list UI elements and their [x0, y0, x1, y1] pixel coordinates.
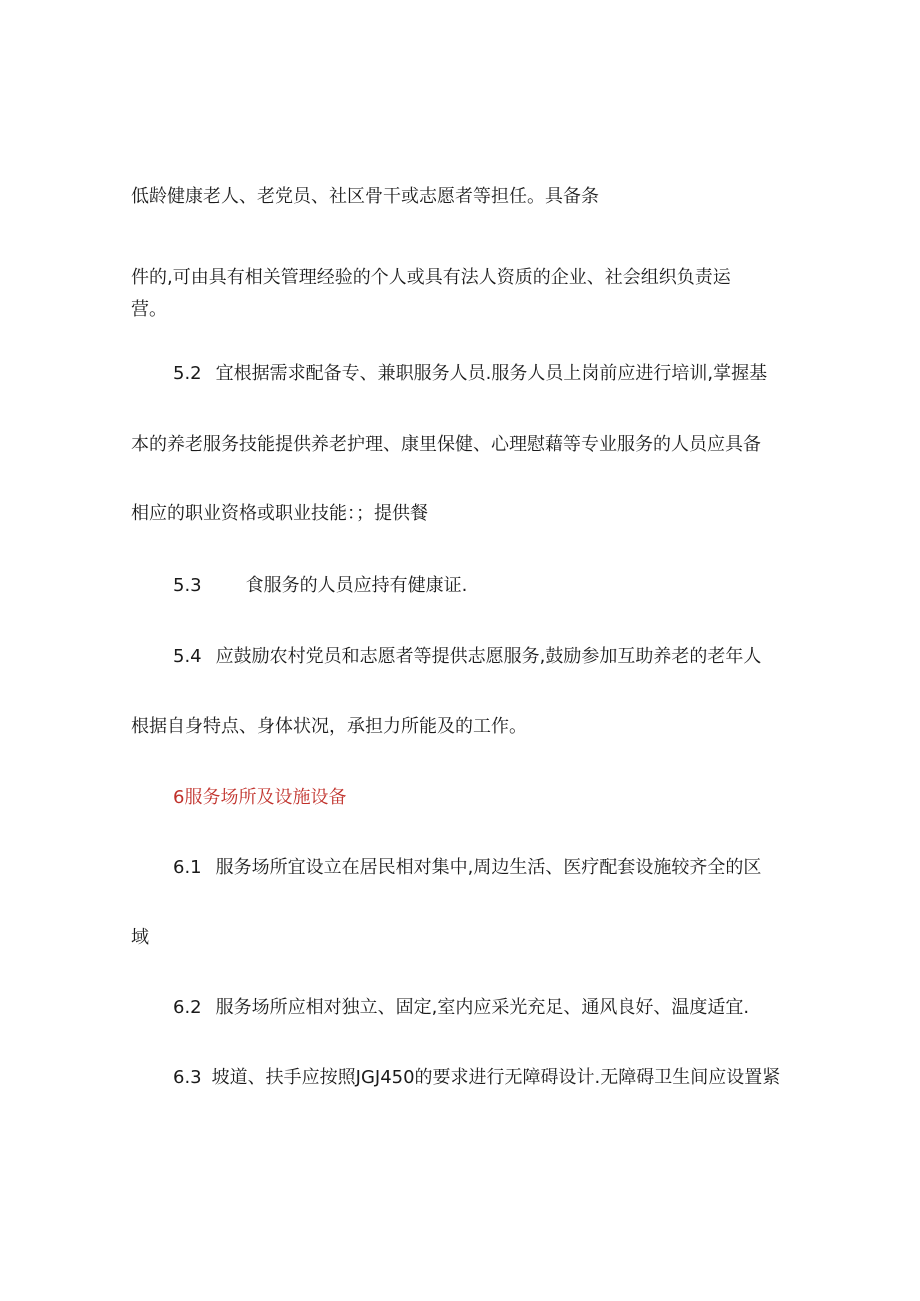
- section-text: 服务场所宜设立在居民相对集中,周边生活、医疗配套设施较齐全的区: [215, 857, 762, 878]
- section-number: 5.2: [173, 363, 202, 384]
- paragraph-line: [131, 185, 599, 209]
- section-text: 食服务的人员应持有健康证.: [245, 575, 468, 596]
- section-5-4-line: [173, 645, 761, 669]
- section-text: 应鼓励农村党员和志愿者等提供志愿服务,鼓励参加互助养老的老年人: [215, 646, 762, 667]
- section-6-1-line: [173, 856, 761, 880]
- paragraph-text: 域: [131, 927, 149, 948]
- section-text: 服务场所应相对独立、固定,室内应采光充足、通风良好、温度适宜.: [215, 997, 750, 1018]
- paragraph-line: [131, 926, 149, 950]
- paragraph-line: [131, 433, 761, 457]
- section-number: 6.2: [173, 997, 202, 1018]
- paragraph-text: 件的,可由具有相关管理经验的个人或具有法人资质的企业、社会组织负责运: [131, 267, 731, 288]
- heading-text: 6服务场所及设施设备: [173, 787, 347, 808]
- paragraph-line: [131, 298, 167, 322]
- paragraph-line: [131, 502, 428, 526]
- paragraph-text: 根据自身特点、身体状况，承担力所能及的工作。: [131, 716, 527, 737]
- section-number: 5.3: [173, 575, 202, 596]
- paragraph-text: 营。: [131, 299, 167, 320]
- section-text: 坡道、扶手应按照JGJ450的要求进行无障碍设计.无障碍卫生间应设置紧: [211, 1067, 781, 1088]
- section-number: 6.1: [173, 857, 202, 878]
- section-5-2-line: [173, 362, 767, 386]
- paragraph-text: 低龄健康老人、老党员、社区骨干或志愿者等担任。具备条: [131, 186, 599, 207]
- paragraph-line: [131, 266, 731, 290]
- paragraph-line: [131, 715, 527, 739]
- section-number: 5.4: [173, 646, 202, 667]
- section-6-3-line: [173, 1066, 780, 1090]
- paragraph-text: 本的养老服务技能提供养老护理、康里保健、心理慰藉等专业服务的人员应具备: [131, 434, 761, 455]
- section-5-3-line: [173, 574, 467, 598]
- section-text: 宜根据需求配备专、兼职服务人员.服务人员上岗前应进行培训,掌握基: [215, 363, 768, 384]
- section-6-2-line: [173, 996, 749, 1020]
- section-number: 6.3: [173, 1067, 202, 1088]
- section-6-heading: [173, 786, 346, 810]
- paragraph-text: 相应的职业资格或职业技能：；提供餐: [131, 503, 428, 524]
